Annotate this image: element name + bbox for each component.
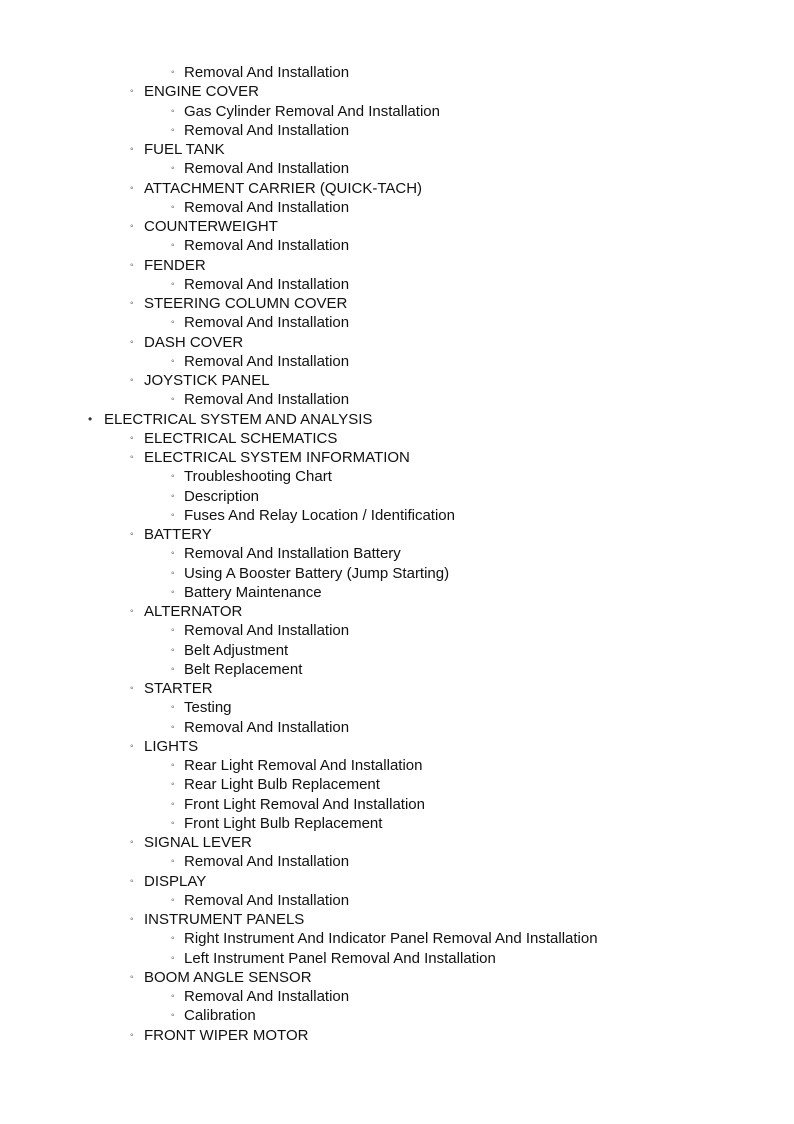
toc-item-text: ELECTRICAL SYSTEM AND ANALYSIS <box>104 410 373 428</box>
bullet-icon: ◦ <box>171 567 175 579</box>
toc-item-level-3 <box>0 390 794 409</box>
bullet-icon: ◦ <box>130 971 134 983</box>
toc-item-text: Rear Light Removal And Installation <box>184 757 423 774</box>
bullet-icon: ◦ <box>171 105 175 117</box>
bullet-icon: ◦ <box>171 67 175 78</box>
bullet-icon: ◦ <box>130 740 134 752</box>
toc-item-level-3 <box>0 987 794 1006</box>
toc-item-level-3 <box>0 949 794 968</box>
toc-item-level-2 <box>0 910 794 929</box>
toc-item-level-3 <box>0 198 794 217</box>
toc-item-level-2 <box>0 602 794 621</box>
toc-item-text: Removal And Installation <box>184 622 350 640</box>
toc-item-text: DISPLAY <box>144 872 207 890</box>
toc-item-text: Removal And Installation <box>184 275 350 293</box>
toc-item-level-2 <box>0 294 794 313</box>
toc-item-text: JOYSTICK PANEL <box>144 372 270 389</box>
bullet-icon: ◦ <box>171 798 175 810</box>
toc-item-level-3 <box>0 236 794 255</box>
toc-item-level-2 <box>0 179 794 198</box>
toc-item-level-2 <box>0 140 794 159</box>
bullet-icon: ◦ <box>130 452 134 463</box>
toc-item-text: Front Light Removal And Installation <box>184 795 425 813</box>
toc-item-level-2 <box>0 679 794 698</box>
toc-item-text: Removal And Installation <box>184 121 350 139</box>
bullet-icon: ◦ <box>171 817 175 829</box>
toc-item-level-3 <box>0 159 794 178</box>
bullet-icon: ◦ <box>171 952 175 964</box>
bullet-icon: ◦ <box>130 336 134 348</box>
toc-item-level-3 <box>0 698 794 717</box>
toc-item-level-3 <box>0 564 794 583</box>
bullet-icon: ◦ <box>130 432 134 444</box>
bullet-icon: ◦ <box>171 490 175 502</box>
toc-item-level-2 <box>0 333 794 352</box>
toc-item-level-3 <box>0 352 794 371</box>
toc-item-text: Front Light Bulb Replacement <box>184 814 383 832</box>
bullet-icon: ◦ <box>171 278 175 290</box>
toc-item-text: Fuses And Relay Location / Identification <box>184 506 455 524</box>
toc-item-text: STARTER <box>144 680 213 697</box>
bullet-icon: ◦ <box>171 625 175 637</box>
toc-item-text: Calibration <box>184 1007 256 1025</box>
toc-item-text: Gas Cylinder Removal And Installation <box>184 102 440 120</box>
toc-item-level-3 <box>0 506 794 525</box>
toc-item-level-1 <box>0 410 794 429</box>
toc-item-text: ENGINE COVER <box>144 83 260 101</box>
bullet-icon: ◦ <box>171 394 175 406</box>
toc-item-text: Removal And Installation <box>184 352 350 370</box>
toc-item-level-2 <box>0 968 794 987</box>
bullet-icon: ◦ <box>171 124 175 136</box>
bullet-icon: ◦ <box>171 586 175 598</box>
toc-item-level-3 <box>0 718 794 737</box>
bullet-icon: ◦ <box>130 529 134 540</box>
toc-item-text: ALTERNATOR <box>144 603 243 620</box>
toc-item-level-3 <box>0 660 794 679</box>
toc-item-text: FUEL TANK <box>144 141 225 158</box>
bullet-icon: ◦ <box>171 355 175 367</box>
bullet-icon: ◦ <box>130 182 134 194</box>
toc-item-text: INSTRUMENT PANELS <box>144 911 305 928</box>
bullet-icon: ◦ <box>171 548 175 560</box>
bullet-icon: ◦ <box>130 298 134 309</box>
bullet-icon: ◦ <box>171 509 175 521</box>
toc-item-text: BATTERY <box>144 526 212 543</box>
toc-item-text: Removal And Installation <box>184 198 350 216</box>
toc-item-level-3 <box>0 313 794 332</box>
toc-item-text: Removal And Installation <box>184 160 350 178</box>
toc-item-level-3 <box>0 102 794 121</box>
bullet-icon: ◦ <box>171 991 175 1002</box>
toc-item-text: COUNTERWEIGHT <box>144 218 278 235</box>
toc-item-text: STEERING COLUMN COVER <box>144 295 348 312</box>
toc-item-level-2 <box>0 217 794 236</box>
toc-item-text: Removal And Installation <box>184 891 350 909</box>
bullet-icon: ◦ <box>171 471 175 483</box>
toc-item-level-2 <box>0 833 794 852</box>
toc-item-level-3 <box>0 487 794 506</box>
toc-item-level-2 <box>0 872 794 891</box>
toc-item-text: Removal And Installation <box>184 853 350 871</box>
toc-item-text: DASH COVER <box>144 333 244 351</box>
toc-item-text: Removal And Installation Battery <box>184 545 401 563</box>
toc-item-level-2 <box>0 371 794 390</box>
bullet-icon: ◦ <box>130 86 134 98</box>
toc-item-level-3 <box>0 795 794 814</box>
toc-item-level-3 <box>0 641 794 660</box>
bullet-icon: ◦ <box>130 1029 134 1041</box>
toc-item-text: FENDER <box>144 256 206 274</box>
toc-item-text: BOOM ANGLE SENSOR <box>144 968 312 986</box>
toc-item-text: Description <box>184 487 260 505</box>
bullet-icon: ◦ <box>130 375 134 386</box>
toc-item-level-3 <box>0 121 794 140</box>
bullet-icon: ◦ <box>171 721 175 733</box>
toc-item-text: Belt Replacement <box>184 660 303 678</box>
toc-item-text: Troubleshooting Chart <box>184 468 332 486</box>
bullet-icon: ◦ <box>130 875 134 887</box>
toc-item-level-3 <box>0 891 794 910</box>
bullet-icon: ◦ <box>171 779 175 791</box>
bullet-icon: ◦ <box>130 606 134 617</box>
bullet-icon: ◦ <box>130 683 134 694</box>
toc-item-text: FRONT WIPER MOTOR <box>144 1026 309 1044</box>
toc-item-text: ELECTRICAL SCHEMATICS <box>144 429 338 447</box>
bullet-icon: ◦ <box>171 1010 175 1022</box>
bullet-icon: ◦ <box>130 144 134 155</box>
bullet-icon: ◦ <box>171 201 175 213</box>
bullet-icon: ◦ <box>171 856 175 868</box>
toc-item-level-3 <box>0 852 794 871</box>
toc-item-level-3 <box>0 275 794 294</box>
toc-item-text: Rear Light Bulb Replacement <box>184 776 380 794</box>
toc-item-level-2 <box>0 1026 794 1045</box>
toc-item-level-3 <box>0 756 794 775</box>
toc-item-text: Testing <box>184 699 232 717</box>
bullet-icon: ◦ <box>130 221 134 232</box>
toc-item-level-3 <box>0 544 794 563</box>
toc-item-level-2 <box>0 429 794 448</box>
toc-item-text: Removal And Installation <box>184 314 350 332</box>
toc-item-text: Removal And Installation <box>184 64 350 81</box>
toc-item-text: Removal And Installation <box>184 237 350 255</box>
toc-item-level-2 <box>0 82 794 101</box>
bullet-icon: • <box>88 411 93 426</box>
bullet-icon: ◦ <box>171 894 175 906</box>
toc-item-level-3 <box>0 467 794 486</box>
toc-item-text: Right Instrument And Indicator Panel Removal And Installation <box>184 930 598 948</box>
bullet-icon: ◦ <box>130 914 134 925</box>
toc-item-text: Left Instrument Panel Removal And Installation <box>184 949 496 967</box>
table-of-contents <box>0 63 794 1045</box>
toc-item-text: Using A Booster Battery (Jump Starting) <box>184 564 450 582</box>
toc-item-level-2 <box>0 256 794 275</box>
toc-item-level-3 <box>0 583 794 602</box>
bullet-icon: ◦ <box>171 663 175 675</box>
toc-item-level-2 <box>0 737 794 756</box>
bullet-icon: ◦ <box>130 259 134 271</box>
bullet-icon: ◦ <box>171 933 175 945</box>
toc-item-level-2 <box>0 525 794 544</box>
toc-item-level-3 <box>0 929 794 948</box>
toc-item-level-3 <box>0 814 794 833</box>
toc-item-text: LIGHTS <box>144 737 199 755</box>
toc-item-level-3 <box>0 1006 794 1025</box>
toc-item-text: SIGNAL LEVER <box>144 834 252 851</box>
toc-item-level-3 <box>0 63 794 82</box>
bullet-icon: ◦ <box>171 760 175 771</box>
toc-item-text: Removal And Installation <box>184 718 350 736</box>
bullet-icon: ◦ <box>171 317 175 329</box>
toc-item-text: Removal And Installation <box>184 391 350 409</box>
bullet-icon: ◦ <box>130 837 134 848</box>
toc-item-level-3 <box>0 775 794 794</box>
toc-item-text: Removal And Installation <box>184 988 350 1005</box>
bullet-icon: ◦ <box>171 644 175 656</box>
toc-item-text: ELECTRICAL SYSTEM INFORMATION <box>144 449 410 466</box>
bullet-icon: ◦ <box>171 702 175 714</box>
toc-item-text: Belt Adjustment <box>184 641 289 659</box>
bullet-icon: ◦ <box>171 240 175 252</box>
bullet-icon: ◦ <box>171 163 175 175</box>
toc-item-text: Battery Maintenance <box>184 583 322 601</box>
toc-item-level-2 <box>0 448 794 467</box>
toc-item-text: ATTACHMENT CARRIER (QUICK-TACH) <box>144 179 423 197</box>
toc-item-level-3 <box>0 621 794 640</box>
